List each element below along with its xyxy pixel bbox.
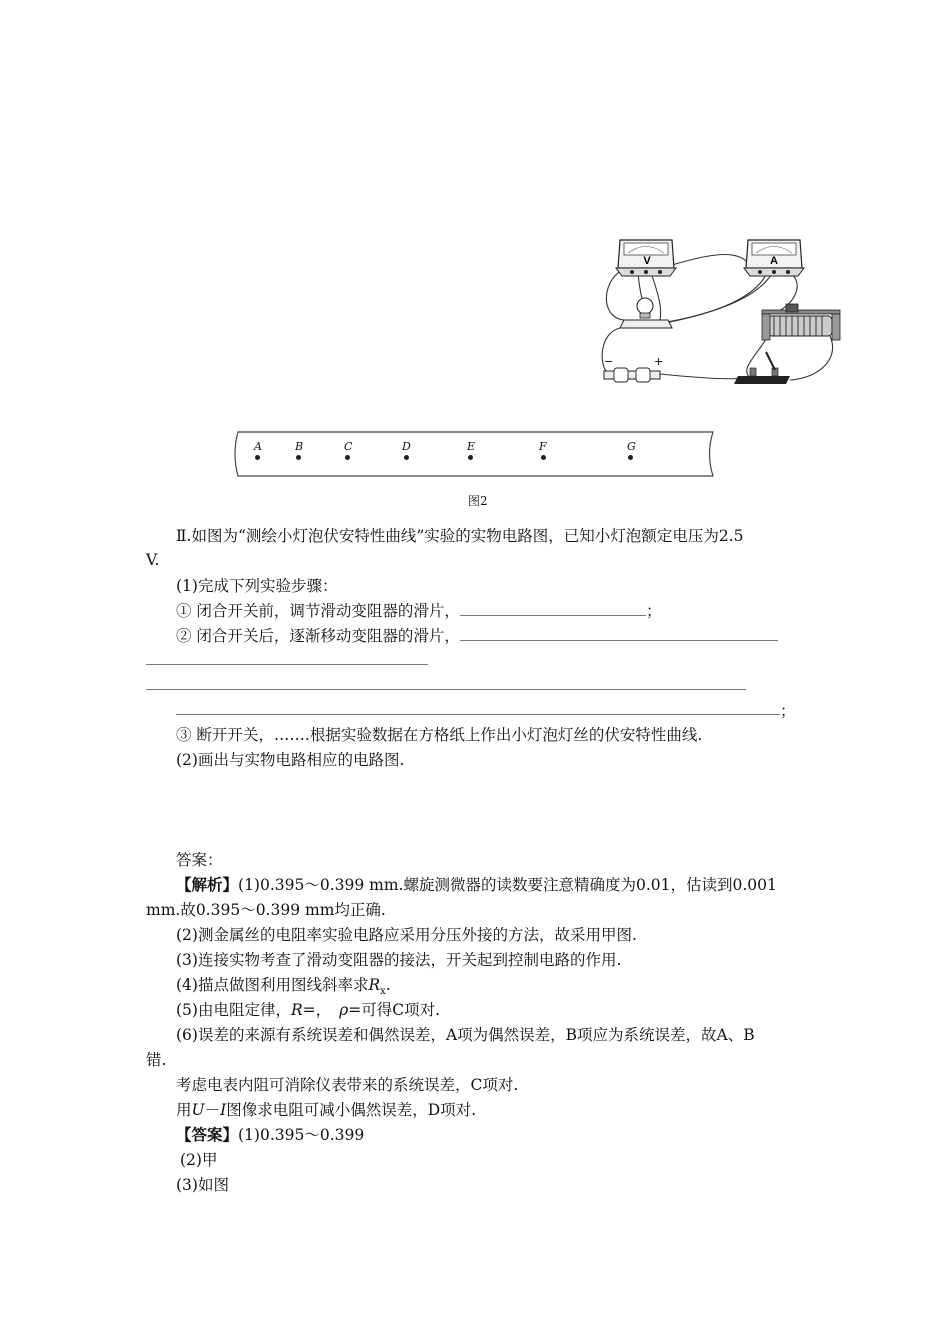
tape-point-dot (404, 455, 409, 460)
answer-analysis-3: (3)连接实物考查了滑动变阻器的接法，开关起到控制电路的作用. (176, 951, 622, 969)
paper-tape-figure (228, 428, 718, 480)
tape-point-label: G (627, 440, 636, 453)
answer-heading: 答案： (176, 851, 223, 869)
answer-analysis-8 (176, 1100, 476, 1120)
lamp-icon (620, 298, 672, 328)
ammeter-label: A (770, 255, 778, 267)
a8-end: 图像求电阻可减小偶然误差，D项对. (226, 1101, 477, 1119)
a5-end: =可得C项对. (348, 1001, 441, 1019)
answer-analysis-4 (176, 975, 391, 1002)
step1-end: ； (645, 602, 662, 620)
battery-minus-label: − (604, 355, 614, 368)
battery-icon (604, 368, 660, 382)
tape-point-dot (255, 455, 260, 460)
final-answer-1 (176, 1125, 364, 1145)
tape-point-label: A (254, 440, 262, 453)
tape-point-label: C (344, 440, 353, 453)
final-answer-3: (3)如图 (176, 1176, 229, 1194)
part2: (2)画出与实物电路相应的电路图. (176, 751, 405, 769)
answer-analysis-6-cont: 错. (146, 1051, 167, 1069)
final-answer-text: (1)0.395～0.399 (238, 1126, 365, 1144)
figure-caption: 图2 (468, 494, 488, 508)
tape-point-dot (628, 455, 633, 460)
tape-point-label: F (539, 440, 547, 453)
step3: ③ 断开开关，…….根据实验数据在方格纸上作出小灯泡灯丝的伏安特性曲线. (176, 726, 703, 744)
step2-answer-line[interactable] (146, 664, 428, 665)
step1-answer-blank[interactable] (460, 601, 646, 616)
tape-point-dot (468, 455, 473, 460)
voltmeter-label: V (643, 255, 651, 267)
step2-end: ； (780, 702, 796, 720)
tape-point-label: B (295, 440, 304, 453)
rheostat-icon (762, 304, 840, 340)
part1-title: (1)完成下列实验步骤： (176, 577, 338, 595)
tape-point-label: D (402, 440, 411, 453)
final-answer-2: (2)甲 (180, 1151, 218, 1169)
a4-text: (4)描点做图利用图线斜率求 (176, 976, 369, 994)
answer-analysis-1 (176, 875, 777, 895)
switch-icon (734, 352, 790, 384)
final-answer-tag: 【答案】 (176, 1125, 239, 1144)
tape-point-dot (296, 455, 301, 460)
a4-var: R (368, 976, 381, 994)
question-intro-cont: V. (146, 551, 160, 569)
tape-point-label: E (467, 440, 476, 453)
battery-plus-label: + (654, 355, 664, 368)
a4-end: . (385, 976, 391, 994)
step2-answer-blank[interactable] (460, 626, 778, 641)
a5-text: (5)由电阻定律， (176, 1001, 291, 1019)
a5-var-r: R (290, 1001, 303, 1019)
step2 (176, 626, 778, 646)
step2-text: ② 闭合开关后，逐渐移动变阻器的滑片， (176, 627, 460, 645)
a8-var-i: I (220, 1101, 227, 1119)
step1 (176, 601, 661, 621)
question-intro: Ⅱ.如图为“测绘小灯泡伏安特性曲线”实验的实物电路图，已知小灯泡额定电压为2.5 (176, 527, 744, 545)
answer-analysis-5 (176, 1000, 440, 1020)
step2-answer-line[interactable] (146, 689, 746, 690)
analysis-text: (1)0.395～0.399 mm.螺旋测微器的读数要注意精确度为0.01，估读到0.001 (238, 876, 777, 894)
a5-mid: =， (302, 1001, 332, 1019)
analysis-tag: 【解析】 (176, 875, 239, 894)
a4-sub: x (380, 986, 386, 998)
tape-point-dot (345, 455, 350, 460)
a8-var-u: U (191, 1101, 205, 1119)
a5-var-rho: ρ (339, 1001, 349, 1019)
circuit-diagram (590, 228, 850, 398)
a8-dash: － (204, 1101, 221, 1119)
step1-text: ① 闭合开关前，调节滑动变阻器的滑片， (176, 602, 460, 620)
answer-analysis-2: (2)测金属丝的电阻率实验电路应采用分压外接的方法，故采用甲图. (176, 926, 637, 944)
answer-analysis-1-cont: mm.故0.395～0.399 mm均正确. (146, 901, 386, 919)
answer-analysis-7: 考虑电表内阻可消除仪表带来的系统误差，C项对. (176, 1076, 519, 1094)
answer-analysis-6: (6)误差的来源有系统误差和偶然误差，A项为偶然误差，B项应为系统误差，故A、B (176, 1026, 755, 1044)
step2-answer-line[interactable] (176, 714, 780, 715)
tape-point-dot (541, 455, 546, 460)
a8-text: 用 (176, 1101, 192, 1119)
